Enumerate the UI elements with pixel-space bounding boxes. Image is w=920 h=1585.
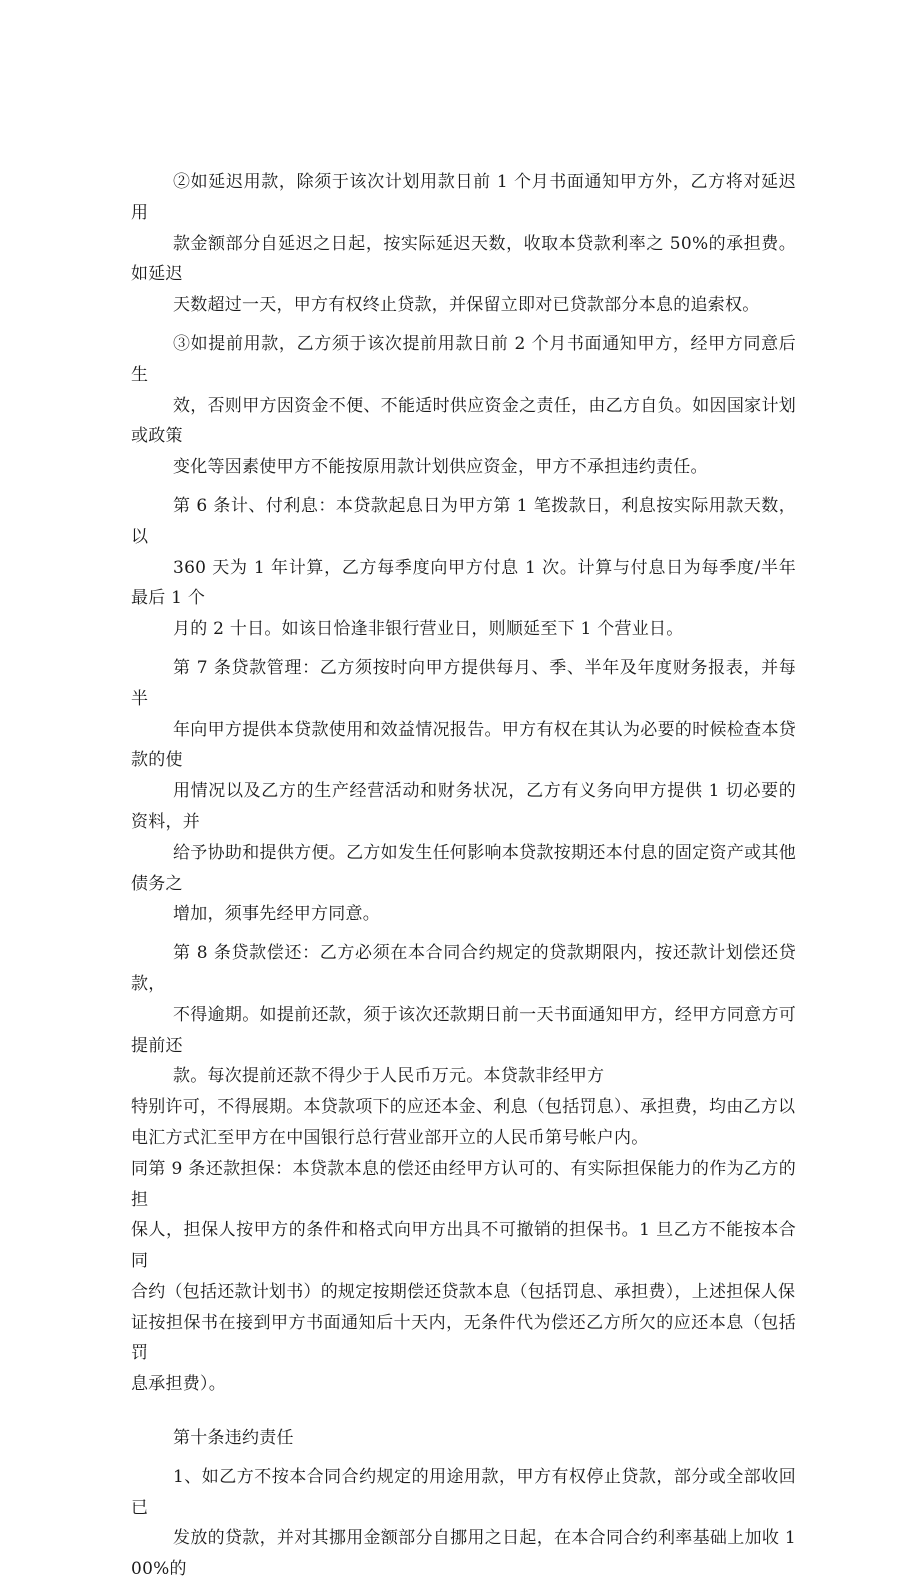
text-line: 电汇方式汇至甲方在中国银行总行营业部开立的人民币第号帐户内。	[131, 1127, 649, 1148]
text-line: 效，否则甲方因资金不便、不能适时供应资金之责任，由乙方自负。如因国家计划或政策	[131, 395, 796, 447]
text-line: ②如延迟用款，除须于该次计划用款日前 1 个月书面通知甲方外，乙方将对延迟用	[131, 172, 796, 223]
text-line: 发放的贷款，并对其挪用金额部分自挪用之日起，在本合同合约利率基础上加收 100%的	[131, 1528, 796, 1580]
text-line: 第 7 条贷款管理：乙方须按时向甲方提供每月、季、半年及年度财务报表，并每半	[131, 657, 796, 709]
text-line: 款。每次提前还款不得少于人民币万元。本贷款非经甲方	[173, 1066, 605, 1087]
paragraph-delayed-drawdown	[131, 167, 796, 321]
text-line: 给予协助和提供方便。乙方如发生任何影响本贷款按期还本付息的固定资产或其他债务之	[131, 842, 796, 894]
text-line: 款金额部分自延迟之日起，按实际延迟天数，收取本贷款利率之 50%的承担费。如延迟	[131, 233, 796, 285]
document-body	[131, 167, 796, 1585]
paragraph-article-7-management	[131, 653, 796, 930]
text-line: 天数超过一天，甲方有权终止贷款，并保留立即对已贷款部分本息的追索权。	[173, 295, 760, 316]
text-line: 1、如乙方不按本合同合约规定的用途用款，甲方有权停止贷款，部分或全部收回已	[131, 1466, 796, 1518]
paragraph-article-9-guarantee	[131, 1154, 796, 1400]
paragraph-early-drawdown	[131, 329, 796, 483]
paragraph-article-10-item-1	[131, 1462, 796, 1585]
text-line: 用情况以及乙方的生产经营活动和财务状况，乙方有义务向甲方提供 1 切必要的资料，并	[131, 781, 796, 832]
text-line: 年向甲方提供本贷款使用和效益情况报告。甲方有权在其认为必要的时候检查本贷款的使	[131, 719, 796, 771]
section-heading: 第十条违约责任	[173, 1428, 294, 1449]
paragraph-article-8-repayment	[131, 938, 796, 1092]
text-line: 合约（包括还款计划书）的规定按期偿还贷款本息（包括罚息、承担费），上述担保人保	[131, 1281, 796, 1302]
text-line: 保人，担保人按甲方的条件和格式向甲方出具不可撤销的担保书。1 旦乙方不能按本合同	[131, 1220, 796, 1272]
text-line: 证按担保书在接到甲方书面通知后十天内，无条件代为偿还乙方所欠的应还本息（包括罚	[131, 1312, 796, 1364]
paragraph-article-8-continued	[131, 1092, 796, 1154]
text-line: 360 天为 1 年计算，乙方每季度向甲方付息 1 次。计算与付息日为每季度/半年最后 1 个	[131, 557, 796, 609]
text-line: ③如提前用款，乙方须于该次提前用款日前 2 个月书面通知甲方，经甲方同意后生	[131, 333, 796, 385]
text-line: 第 6 条计、付利息：本贷款起息日为甲方第 1 笔拨款日，利息按实际用款天数，以	[131, 495, 796, 547]
paragraph-article-6-interest	[131, 491, 796, 645]
text-line: 月的 2 十日。如该日恰逢非银行营业日，则顺延至下 1 个营业日。	[173, 619, 684, 640]
text-line: 息承担费）。	[131, 1374, 226, 1395]
text-line: 增加，须事先经甲方同意。	[173, 904, 380, 925]
heading-article-10-default	[131, 1423, 796, 1454]
text-line: 第 8 条贷款偿还：乙方必须在本合同合约规定的贷款期限内，按还款计划偿还贷款，	[131, 943, 796, 994]
text-line: 变化等因素使甲方不能按原用款计划供应资金，甲方不承担违约责任。	[173, 457, 708, 478]
text-line: 特别许可，不得展期。本贷款项下的应还本金、利息（包括罚息）、承担费，均由乙方以	[131, 1097, 796, 1118]
text-line: 同第 9 条还款担保：本贷款本息的偿还由经甲方认可的、有实际担保能力的作为乙方的担	[131, 1158, 796, 1210]
text-line: 不得逾期。如提前还款，须于该次还款期日前一天书面通知甲方，经甲方同意方可提前还	[131, 1004, 796, 1056]
